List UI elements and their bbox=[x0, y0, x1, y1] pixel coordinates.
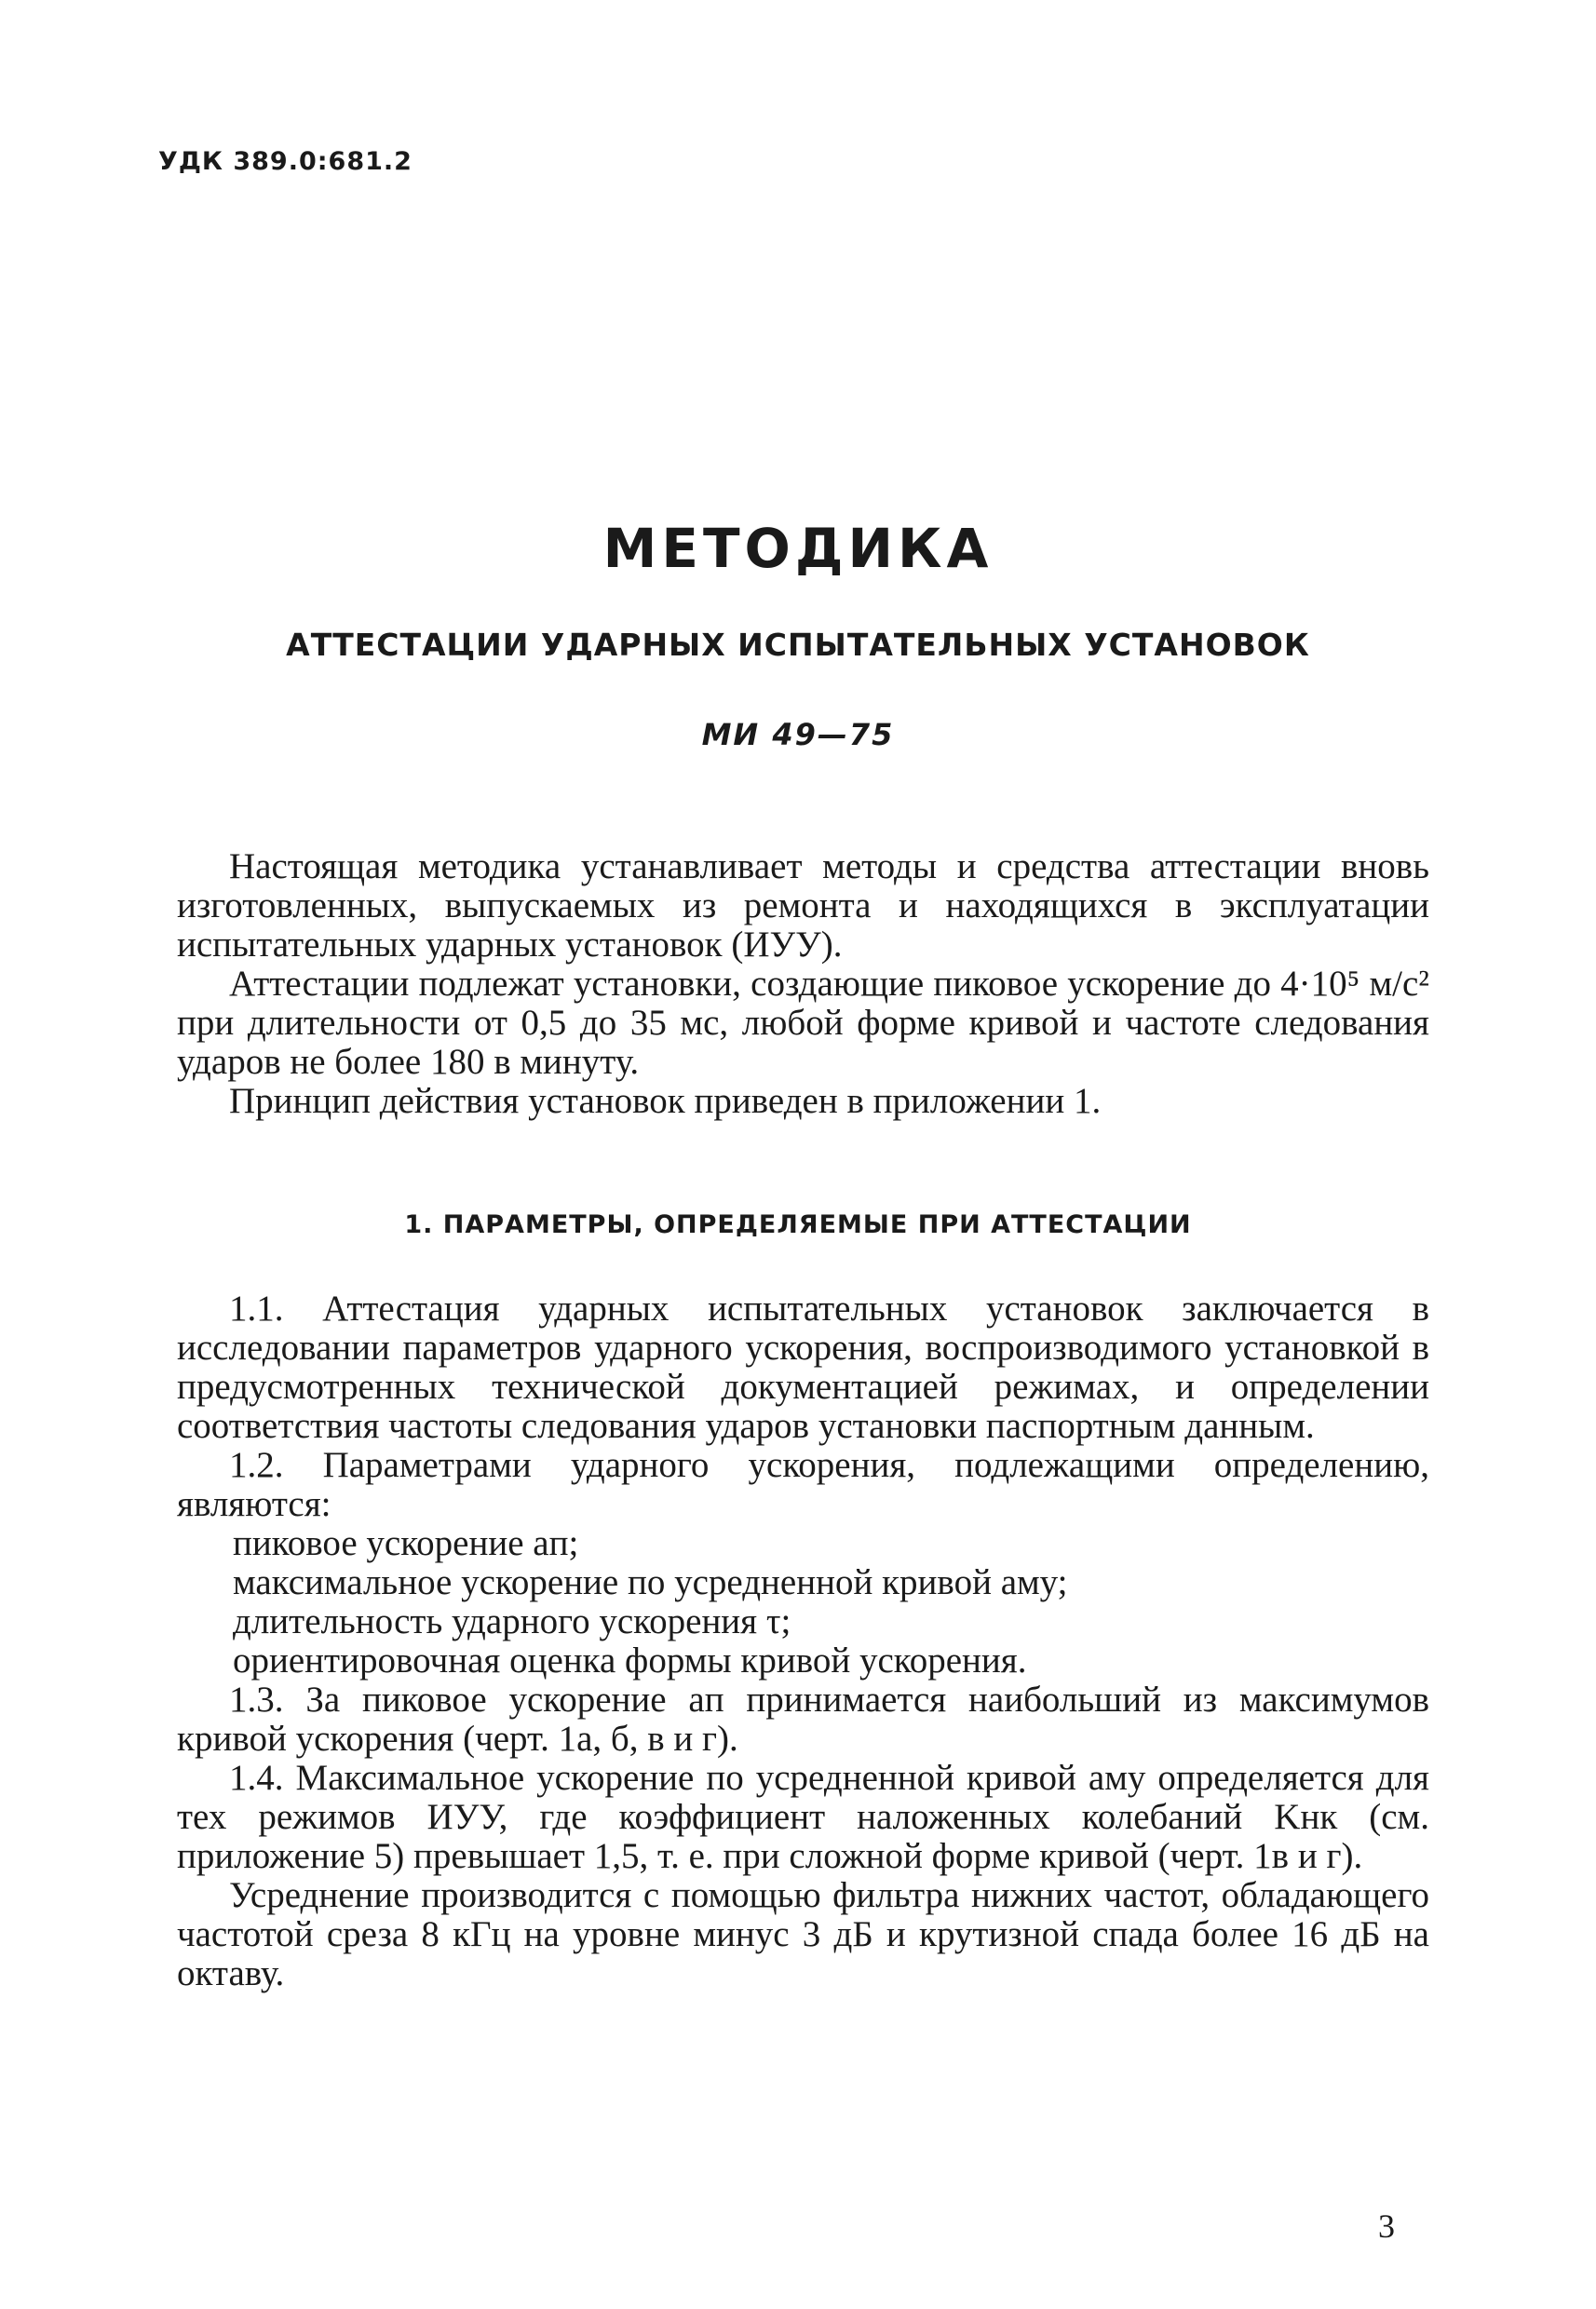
document-code: МИ 49—75 bbox=[701, 717, 895, 752]
udk-code: УДК 389.0:681.2 bbox=[158, 147, 413, 176]
clause-1-4-continuation: Усреднение производится с помощью фильтра нижних частот, обладающего частотой среза 8 кГц на уровне минус 3 дБ и крутизной спада более 16 дБ на октаву. bbox=[177, 1875, 1429, 1993]
list-item: длительность ударного ускорения τ; bbox=[233, 1601, 791, 1641]
clause-1-3: 1.3. За пиковое ускорение aп принимается наибольший из максимумов кривой ускорения (черт. 1а, б, в и г). bbox=[177, 1680, 1429, 1759]
document-title: МЕТОДИКА bbox=[602, 517, 994, 580]
document-subtitle: АТТЕСТАЦИИ УДАРНЫХ ИСПЫТАТЕЛЬНЫХ УСТАНОВОК bbox=[286, 627, 1310, 663]
list-item: максимальное ускорение по усредненной кривой aму; bbox=[233, 1562, 1068, 1602]
intro-paragraph: Аттестации подлежат установки, создающие пиковое ускорение до 4·10⁵ м/с² при длительности от 0,5 до 35 мс, любой форме кривой и частоте следования ударов не более 180 в минуту. bbox=[177, 964, 1429, 1082]
clause-1-1: 1.1. Аттестация ударных испытательных установок заключается в исследовании параметров ударного ускорения, воспроизводимого установкой в предусмотренных технической документацией режимах, и определении соответствия частоты следования ударов установки паспортным данным. bbox=[177, 1289, 1429, 1446]
list-item: ориентировочная оценка формы кривой ускорения. bbox=[233, 1641, 1027, 1681]
intro-paragraph: Настоящая методика устанавливает методы и средства аттестации вновь изготовленных, выпускаемых из ремонта и находящихся в эксплуатации испытательных ударных установок (ИУУ). bbox=[177, 846, 1429, 965]
section-body bbox=[177, 1290, 1429, 1993]
list-item: пиковое ускорение aп; bbox=[233, 1523, 579, 1563]
intro-block bbox=[177, 847, 1429, 1121]
intro-paragraph: Принцип действия установок приведен в приложении 1. bbox=[229, 1081, 1102, 1121]
page-number: 3 bbox=[1378, 2208, 1395, 2245]
section-heading: 1. ПАРАМЕТРЫ, ОПРЕДЕЛЯЕМЫЕ ПРИ АТТЕСТАЦИИ bbox=[404, 1210, 1192, 1239]
clause-1-2: 1.2. Параметрами ударного ускорения, подлежащими определению, являются: bbox=[177, 1445, 1429, 1524]
clause-1-4: 1.4. Максимальное ускорение по усредненной кривой aму определяется для тех режимов ИУУ, где коэффициент наложенных колебаний Kнк (см. приложение 5) превышает 1,5, т. е. при сложной форме кривой (черт. 1в и г). bbox=[177, 1758, 1429, 1876]
